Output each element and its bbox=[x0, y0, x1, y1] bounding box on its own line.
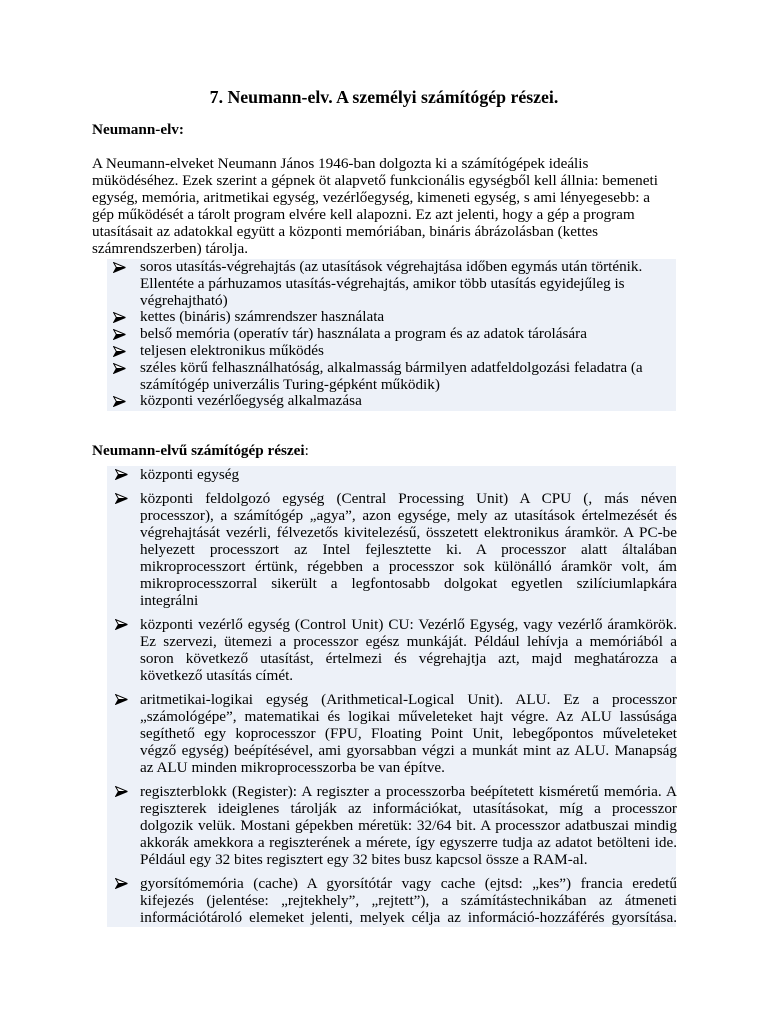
list-item-line: soron következő utasítást, értelmezi és végrehajtja azt, majd meghatározza a bbox=[140, 650, 677, 667]
list-item bbox=[107, 691, 676, 776]
list-item-line: belső memória (operatív tár) használata a program és az adatok tárolására bbox=[140, 325, 587, 343]
list-item-line: mikroprocesszort értünk, régebben a processzor sok különálló áramkör volt, ám bbox=[140, 558, 677, 575]
list-item-line: kifejezés (jelentése: „rejtekhely”, „rejtett”), a számítástechnikában az átmeneti bbox=[140, 892, 677, 909]
list-item-line: integrálni bbox=[140, 592, 199, 609]
document-title: 7. Neumann-elv. A személyi számítógép részei. bbox=[209, 87, 559, 107]
list-item-line: akkorák amekkora a regiszterének a mérete, így egyszerre tudja az adatot betölteni ide. bbox=[140, 834, 677, 851]
list-item-line: aritmetikai-logikai egység (Arithmetical-Logical Unit). ALU. Ez a processzor bbox=[140, 691, 677, 708]
paragraph-line: számrendszerben) tárolja. bbox=[92, 240, 249, 257]
paragraph-line: egység, memória, aritmetikai egység, vezérlőegység, kimeneti egység, s ami lényegesebb: a bbox=[92, 189, 650, 206]
list-item-line: az ALU minden mikroprocesszorba be van építve. bbox=[140, 759, 445, 776]
list-item bbox=[107, 326, 676, 343]
list-item-line: központi vezérlőegység alkalmazása bbox=[140, 392, 362, 410]
list-item-line: regiszterek ideiglenes tárolják az információkat, utasításokat, míg a processzor bbox=[140, 800, 677, 817]
paragraph-line: gép működését a tárolt program elvére kell alapozni. Ez azt jelenti, hogy a gép a program bbox=[92, 206, 635, 223]
list-item-line: gyorsítómemória (cache) A gyorsítótár vagy cache (ejtsd: „kes”) francia eredetű bbox=[140, 875, 677, 892]
list-item-line: regiszterblokk (Register): A regiszter a processzorba beépítetett kisméretű memória. A bbox=[140, 783, 677, 800]
paragraph-line: müködéséhez. Ezek szerint a gépnek öt alapvető funkcionális egységből kell állnia: bemeneti bbox=[92, 172, 658, 189]
list-item-line: végrehajtását vezérli, félvezetős kivitelezésű, összetett elektronikus áramkör. A PC-be bbox=[140, 524, 677, 541]
arrowhead-bullet-icon bbox=[113, 363, 126, 374]
list-item-line: következő utasítás címét. bbox=[140, 667, 294, 684]
list-item-line: végző egység) beépítésével, ami gyorsabban végzi a munkát mint az ALU. Manapság bbox=[140, 742, 677, 759]
section-heading-colon: : bbox=[304, 442, 309, 459]
list-item-line: központi vezérlő egység (Control Unit) CU: Vezérlő Egység, vagy vezérlő áramkörök. bbox=[140, 616, 677, 633]
list-item-line: Például egy 32 bites regisztert egy 32 bites busz kapcsol össze a RAM-al. bbox=[140, 851, 588, 868]
list-item bbox=[107, 393, 676, 410]
list-item-line: információtároló elemeket jelenti, melyek célja az információ-hozzáférés gyorsítása. bbox=[140, 909, 677, 926]
arrowhead-bullet-icon bbox=[115, 786, 128, 797]
list-item bbox=[107, 259, 676, 309]
arrowhead-bullet-icon bbox=[115, 619, 128, 630]
arrowhead-bullet-icon bbox=[113, 312, 126, 323]
list-item-line: helyezett processzort az Intel fejlesztette ki. A processzor alatt általában bbox=[140, 541, 677, 558]
section-heading-computer-parts bbox=[92, 442, 309, 459]
list-item-line: Ellentéte a párhuzamos utasítás-végrehajtás, amikor több utasítás egyidejűleg is bbox=[140, 274, 625, 292]
arrowhead-bullet-icon bbox=[115, 878, 128, 889]
arrowhead-bullet-icon bbox=[113, 262, 126, 273]
list-item bbox=[107, 466, 676, 483]
list-item-line: dolgozik velük. Mostani gépekben méretük: 32/64 bit. A processzor adatbuszai mindig bbox=[140, 817, 677, 834]
paragraph-line: A Neumann-elveket Neumann János 1946-ban dolgozta ki a számítógépek ideális bbox=[92, 155, 589, 172]
intro-paragraph bbox=[92, 155, 676, 257]
list-item bbox=[107, 783, 676, 868]
section-heading-text: Neumann-elvű számítógép részei bbox=[92, 442, 305, 459]
list-item-line: központi feldolgozó egység (Central Processing Unit) A CPU (, más néven bbox=[140, 490, 677, 507]
arrowhead-bullet-icon bbox=[113, 346, 126, 357]
list-item bbox=[107, 360, 676, 394]
list-item-line: segíthető egy koprocesszor (FPU, Floating Point Unit, lebegőpontos műveleteket bbox=[140, 725, 677, 742]
list-item bbox=[107, 309, 676, 326]
arrowhead-bullet-icon bbox=[115, 469, 128, 480]
list-item-line: széles körű felhasználhatóság, alkalmasság bármilyen adatfeldolgozási feladatra (a bbox=[140, 358, 643, 376]
list-item bbox=[107, 616, 676, 684]
arrowhead-bullet-icon bbox=[115, 493, 128, 504]
list-item-line: központi egység bbox=[140, 466, 240, 483]
list-item-line: számítógép univerzális Turing-gépként működik) bbox=[140, 375, 440, 393]
list-item bbox=[107, 343, 676, 360]
section-heading-neumann-principles: Neumann-elv: bbox=[92, 121, 184, 138]
list-item-line: kettes (bináris) számrendszer használata bbox=[140, 308, 385, 326]
list-item-line: processzor), a számítógép „agya”, azon egysége, mely az utasítások értelmezését és bbox=[140, 507, 677, 524]
list-item-line: „számológépe”, matematikai és logikai műveleteket hajt végre. Az ALU lassúsága bbox=[140, 708, 677, 725]
principles-list bbox=[107, 259, 676, 411]
list-item bbox=[107, 875, 676, 926]
list-item bbox=[107, 490, 676, 609]
list-item-line: Ez szervezi, ütemezi a processzor egész munkáját. Például lehívja a memóriából a bbox=[140, 633, 677, 650]
arrowhead-bullet-icon bbox=[115, 694, 128, 705]
paragraph-line: utasításait az adatokkal együtt a központi memóriában, bináris ábrázolásban (kettes bbox=[92, 223, 599, 240]
arrowhead-bullet-icon bbox=[113, 329, 126, 340]
list-item-line: mikroprocesszorral sikerült a legfontosabb dolgokat egyetlen szilíciumlapkára bbox=[140, 575, 677, 592]
computer-parts-list bbox=[107, 466, 676, 927]
arrowhead-bullet-icon bbox=[113, 396, 126, 407]
list-item-line: teljesen elektronikus működés bbox=[140, 341, 324, 359]
list-item-line: soros utasítás-végrehajtás (az utasítások végrehajtása időben egymás után történik. bbox=[140, 258, 643, 275]
list-item-line: végrehajtható) bbox=[140, 291, 228, 309]
